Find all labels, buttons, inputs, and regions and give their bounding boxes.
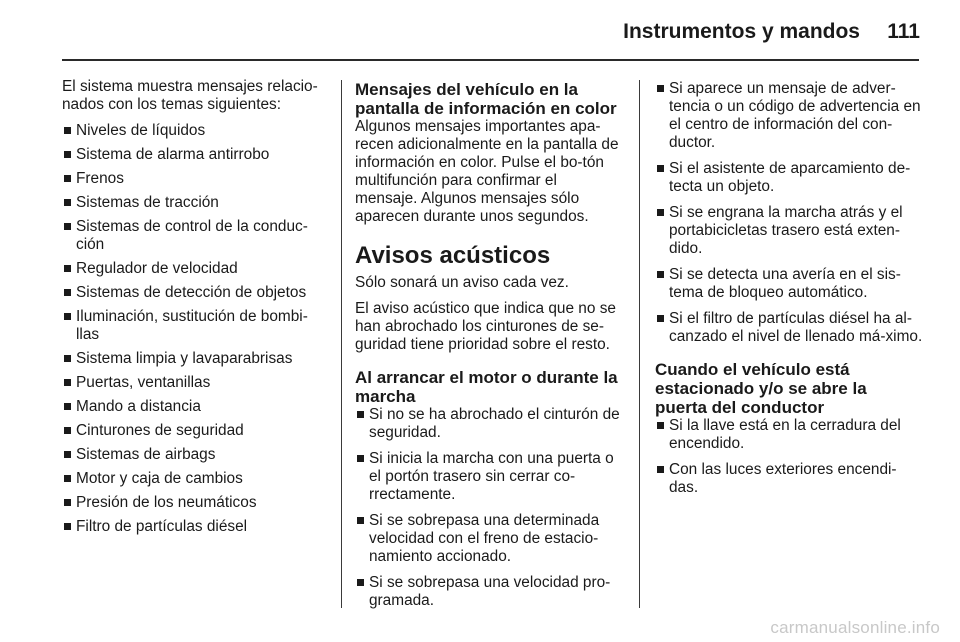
column-divider-1 [341, 80, 342, 608]
parked-list [655, 417, 923, 497]
list-item: Motor y caja de cambios [62, 470, 327, 488]
section-heading-acoustic: Avisos acústicos [355, 242, 551, 269]
subheading-start-engine: Al arrancar el motor o durante la marcha [355, 368, 618, 406]
warning-list [655, 80, 923, 346]
section-heading-messages: Mensajes del vehículo en la pantalla de información en color [355, 80, 617, 118]
list-item: Si el asistente de aparcamiento de-tecta un objeto. [655, 160, 923, 196]
list-item: Con las luces exteriores encendi-das. [655, 461, 923, 497]
list-item: Si se engrana la marcha atrás y el portabicicletas trasero está exten-dido. [655, 204, 923, 258]
list-item: Si el filtro de partículas diésel ha al-canzado el nivel de llenado má-ximo. [655, 310, 923, 346]
watermark: carmanualsonline.info [770, 618, 940, 637]
list-item: Frenos [62, 170, 327, 188]
list-item: Si se sobrepasa una determinada velocidad con el freno de estacio-namiento accionado. [355, 512, 623, 566]
column-divider-2 [639, 80, 640, 608]
list-item: Si inicia la marcha con una puerta o el portón trasero sin cerrar co-rrectamente. [355, 450, 623, 504]
header-rule [62, 59, 919, 61]
list-item: Sistema de alarma antirrobo [62, 146, 327, 164]
list-item: Mando a distancia [62, 398, 327, 416]
acoustic-paragraph-2: El aviso acústico que indica que no se han abrochado los cinturones de se-guridad tiene prioridad sobre el resto. [355, 300, 616, 353]
list-item: Niveles de líquidos [62, 122, 327, 140]
intro-paragraph: El sistema muestra mensajes relacio-nados con los temas siguientes: [62, 78, 318, 113]
list-item: Si no se ha abrochado el cinturón de seguridad. [355, 406, 623, 442]
list-item: Sistemas de detección de objetos [62, 284, 327, 302]
list-item: Puertas, ventanillas [62, 374, 327, 392]
subheading-parked: Cuando el vehículo está estacionado y/o se abre la puerta del conductor [655, 360, 867, 417]
list-item: Cinturones de seguridad [62, 422, 327, 440]
column-2 [355, 80, 623, 618]
list-item: Si se detecta una avería en el sis-tema de bloqueo automático. [655, 266, 923, 302]
list-item: Sistemas de tracción [62, 194, 327, 212]
list-item: Si se sobrepasa una velocidad pro-gramada. [355, 574, 623, 610]
list-item: Presión de los neumáticos [62, 494, 327, 512]
list-item: Si la llave está en la cerradura del encendido. [655, 417, 923, 453]
messages-paragraph: Algunos mensajes importantes apa-recen adicionalmente en la pantalla de información en color. Pulse el bo-tón multifunción para confirmar el mensaje. Algunos mensajes sólo aparecen durante unos segundos. [355, 118, 619, 225]
list-item: Regulador de velocidad [62, 260, 327, 278]
list-item: Iluminación, sustitución de bombi-llas [62, 308, 327, 344]
start-engine-list [355, 406, 623, 610]
header-title: Instrumentos y mandos [623, 20, 860, 43]
column-1 [62, 78, 327, 542]
list-item: Sistemas de airbags [62, 446, 327, 464]
list-item: Si aparece un mensaje de adver-tencia o un código de advertencia en el centro de información del con-ductor. [655, 80, 923, 152]
page-number: 111 [887, 20, 920, 43]
acoustic-paragraph-1: Sólo sonará un aviso cada vez. [355, 274, 569, 291]
list-item: Filtro de partículas diésel [62, 518, 327, 536]
topic-list [62, 122, 327, 536]
column-3 [655, 80, 923, 505]
list-item: Sistemas de control de la conduc-ción [62, 218, 327, 254]
list-item: Sistema limpia y lavaparabrisas [62, 350, 327, 368]
